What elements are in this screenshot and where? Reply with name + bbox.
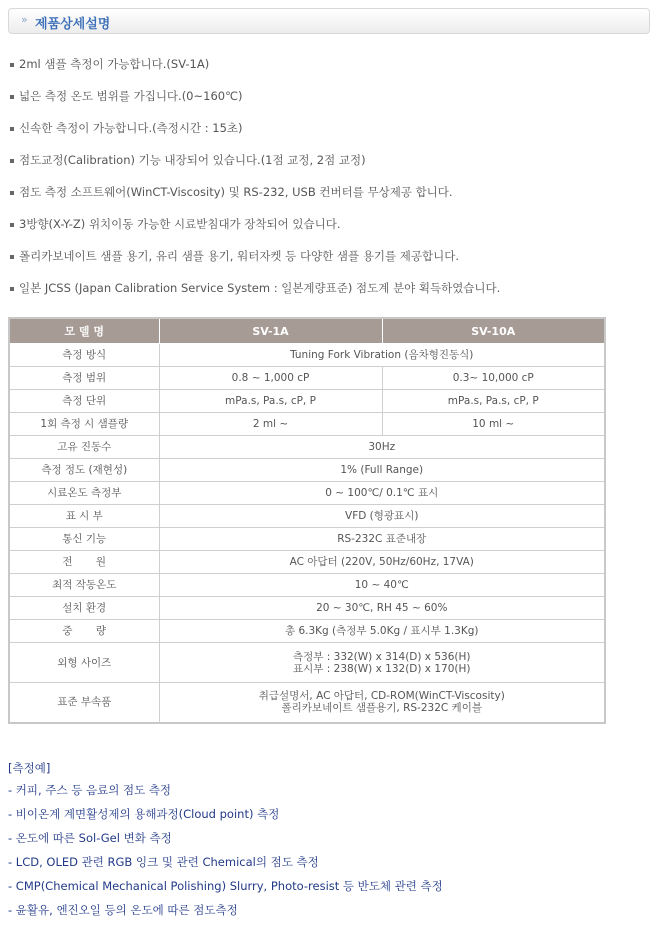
- table-row: [9, 413, 605, 436]
- bullet-icon: [10, 159, 14, 163]
- row-value-multiline: [159, 683, 605, 723]
- row-value-sv1a: mPa.s, Pa.s, cP, P: [159, 390, 382, 413]
- row-value: 1% (Full Range): [159, 459, 605, 482]
- feature-item: [10, 118, 650, 150]
- example-item: - 윤활유, 엔진오일 등의 온도에 따른 점도측정: [8, 903, 238, 917]
- value-line: 폴리카보네이트 샘플용기, RS-232C 케이블: [281, 702, 482, 715]
- bullet-icon: [10, 63, 14, 67]
- feature-list: [10, 54, 650, 310]
- row-value-sv1a: 0.8 ~ 1,000 cP: [159, 367, 382, 390]
- bullet-icon: [10, 95, 14, 99]
- row-label: 표준 부속품: [9, 683, 159, 723]
- example-item: - 온도에 따른 Sol-Gel 변화 측정: [8, 831, 172, 845]
- table-row: [9, 367, 605, 390]
- feature-text: 신속한 측정이 가능합니다.(측정시간 : 15초): [19, 121, 243, 135]
- row-value-sv10a: 0.3~ 10,000 cP: [382, 367, 605, 390]
- feature-text: 3방향(X-Y-Z) 위치이동 가능한 시료받침대가 장착되어 있습니다.: [19, 217, 341, 231]
- row-value-sv10a: 10 ml ~: [382, 413, 605, 436]
- row-value: 총 6.3Kg (측정부 5.0Kg / 표시부 1.3Kg): [159, 620, 605, 643]
- row-label: 외형 사이즈: [9, 643, 159, 683]
- bullet-icon: [10, 191, 14, 195]
- section-header: [8, 8, 650, 34]
- row-value: 10 ~ 40℃: [159, 574, 605, 597]
- row-label: 측정 범위: [9, 367, 159, 390]
- row-value: 0 ~ 100℃/ 0.1℃ 표시: [159, 482, 605, 505]
- value-line: 취급설명서, AC 아답터, CD-ROM(WinCT-Viscosity): [258, 690, 505, 703]
- row-label: 최적 작동온도: [9, 574, 159, 597]
- example-item: - CMP(Chemical Mechanical Polishing) Slurry, Photo-resist 등 반도체 관련 측정: [8, 879, 443, 893]
- table-row: [9, 643, 605, 683]
- row-value-sv1a: 2 ml ~: [159, 413, 382, 436]
- row-label: 1회 측정 시 샘플량: [9, 413, 159, 436]
- spec-table: [8, 317, 606, 724]
- row-value: 20 ~ 30℃, RH 45 ~ 60%: [159, 597, 605, 620]
- header-sv10a: SV-10A: [382, 318, 605, 344]
- feature-item: [10, 182, 650, 214]
- row-label: 설치 환경: [9, 597, 159, 620]
- row-value-sv10a: mPa.s, Pa.s, cP, P: [382, 390, 605, 413]
- feature-text: 폴리카보네이트 샘플 용기, 유리 샘플 용기, 워터자켓 등 다양한 샘플 용기를 제공합니다.: [19, 249, 459, 263]
- feature-item: [10, 54, 650, 86]
- table-row: [9, 482, 605, 505]
- table-row: [9, 459, 605, 482]
- feature-item: [10, 278, 650, 310]
- feature-text: 넓은 측정 온도 범위를 가집니다.(0~160℃): [19, 89, 243, 103]
- bullet-icon: [10, 223, 14, 227]
- bullet-icon: [10, 127, 14, 131]
- value-line: 표시부 : 238(W) x 132(D) x 170(H): [293, 662, 471, 675]
- example-item: - 비이온계 계면활성제의 용해과정(Cloud point) 측정: [8, 807, 280, 821]
- chevron-right-icon: »: [21, 13, 28, 26]
- row-label: 표 시 부: [9, 505, 159, 528]
- row-label: 측정 정도 (재현성): [9, 459, 159, 482]
- row-label: 측정 단위: [9, 390, 159, 413]
- example-item: - 커피, 주스 등 음료의 점도 측정: [8, 783, 172, 797]
- row-value: AC 아답터 (220V, 50Hz/60Hz, 17VA): [159, 551, 605, 574]
- table-row: [9, 683, 605, 723]
- example-item: - LCD, OLED 관련 RGB 잉크 및 관련 Chemical의 점도 측정: [8, 855, 319, 869]
- table-row: [9, 390, 605, 413]
- header-model: 모 델 명: [9, 318, 159, 344]
- row-value: RS-232C 표준내장: [159, 528, 605, 551]
- feature-text: 일본 JCSS (Japan Calibration Service System : 일본계량표준) 점도계 분야 획득하였습니다.: [19, 281, 501, 295]
- row-label: 전 원: [9, 551, 159, 574]
- row-value: 30Hz: [159, 436, 605, 459]
- row-value-multiline: [159, 643, 605, 683]
- row-label: 시료온도 측정부: [9, 482, 159, 505]
- table-row: [9, 528, 605, 551]
- section-title: 제품상세설명: [35, 17, 111, 32]
- row-label: 중 량: [9, 620, 159, 643]
- row-label: 고유 진동수: [9, 436, 159, 459]
- row-label: 측정 방식: [9, 344, 159, 367]
- table-row: [9, 620, 605, 643]
- feature-text: 점도 측정 소프트웨어(WinCT-Viscosity) 및 RS-232, USB 컨버터를 무상제공 합니다.: [19, 185, 453, 199]
- bullet-icon: [10, 255, 14, 259]
- feature-item: [10, 214, 650, 246]
- header-sv1a: SV-1A: [159, 318, 382, 344]
- table-row: [9, 597, 605, 620]
- feature-text: 2ml 샘플 측정이 가능합니다.(SV-1A): [19, 57, 210, 71]
- value-line: 측정부 : 332(W) x 314(D) x 536(H): [293, 650, 471, 663]
- bullet-icon: [10, 287, 14, 291]
- examples-title: [측정예]: [8, 761, 51, 775]
- row-label: 통신 기능: [9, 528, 159, 551]
- feature-item: [10, 246, 650, 278]
- spec-header-row: [9, 318, 605, 344]
- feature-text: 점도교정(Calibration) 기능 내장되어 있습니다.(1점 교정, 2점 교정): [19, 153, 366, 167]
- table-row: [9, 551, 605, 574]
- table-row: [9, 344, 605, 367]
- row-value: Tuning Fork Vibration (음차형진동식): [159, 344, 605, 367]
- feature-item: [10, 86, 650, 118]
- table-row: [9, 574, 605, 597]
- table-row: [9, 436, 605, 459]
- feature-item: [10, 150, 650, 182]
- row-value: VFD (형광표시): [159, 505, 605, 528]
- table-row: [9, 505, 605, 528]
- examples-list: [8, 782, 443, 926]
